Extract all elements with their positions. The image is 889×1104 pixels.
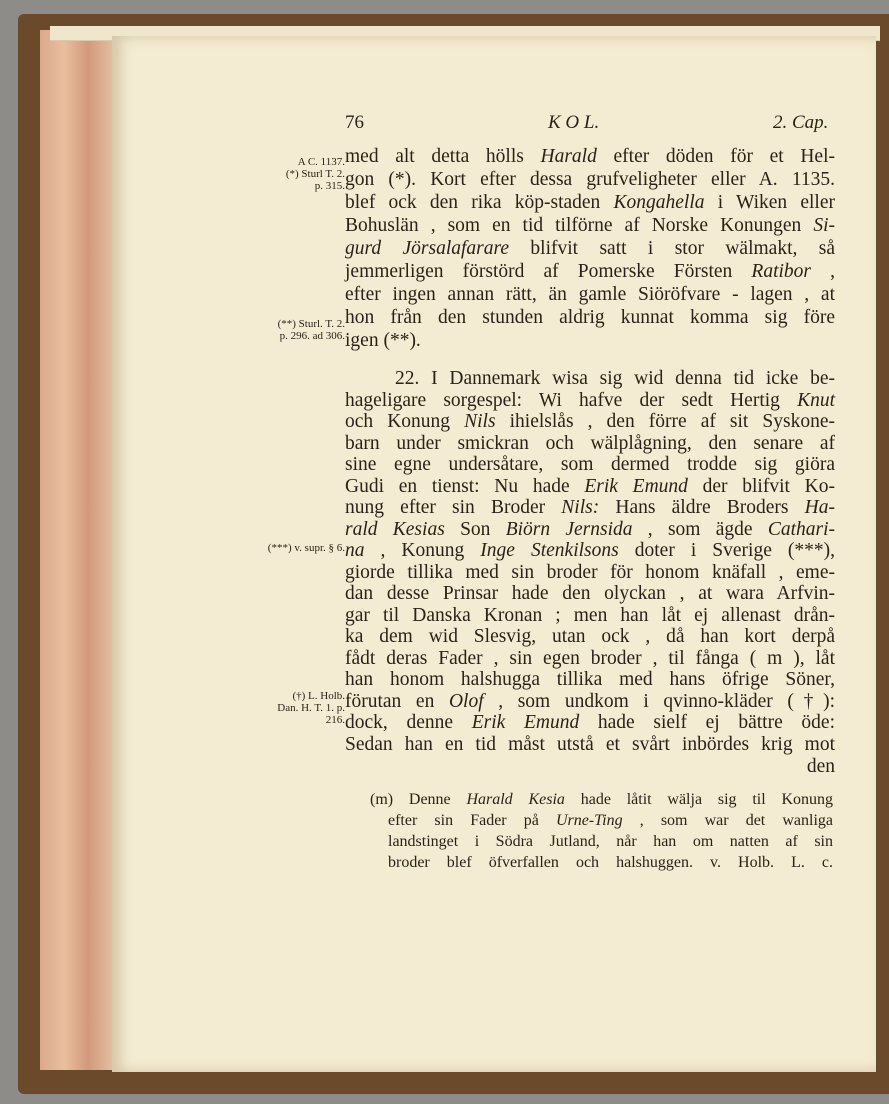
italic-text: Inge Stenkilsons	[480, 540, 619, 561]
text-segment: (m) Denne	[370, 791, 467, 808]
body-line	[345, 368, 835, 390]
italic-text: na	[345, 540, 365, 561]
text-segment: igen (**).	[345, 330, 421, 351]
text-segment: ,	[811, 261, 836, 282]
text-segment: Hans äldre Broders	[599, 497, 805, 518]
italic-text: Erik Emund	[584, 476, 688, 497]
text-segment: giorde tillika med sin broder för honom knäfall , eme-	[345, 562, 835, 583]
margin-note-line: (**) Sturl. T. 2.	[277, 318, 345, 330]
margin-note-line: (***) v. supr. § 6.	[267, 542, 345, 554]
text-segment: broder blef öfverfallen och halshuggen. v. Holb. L. c.	[388, 854, 833, 871]
text-segment: , Konung	[364, 540, 481, 561]
text-segment: ka dem wid Slesvig, utan ock , då han kort derpå	[345, 626, 835, 647]
footnote-line	[388, 832, 833, 852]
footnote-line	[388, 853, 833, 873]
body-line	[345, 540, 835, 562]
body-line	[345, 691, 835, 713]
margin-note-line: A C. 1137.	[297, 156, 345, 168]
text-segment: den	[806, 756, 835, 777]
text-segment: gon (*). Kort efter dessa grufveligheter eller A. 1135.	[345, 169, 835, 190]
body-line	[345, 756, 835, 778]
text-segment: förutan en	[345, 691, 449, 712]
margin-note	[278, 318, 345, 342]
margin-note-line: 216.	[325, 714, 345, 726]
body-line	[345, 497, 835, 519]
text-segment: jemmerligen förstörd af Pomerske Försten	[345, 261, 752, 282]
text-segment: han honom halshugga tillika med hans öfrige Söner,	[345, 669, 835, 690]
text-segment: efter döden för et Hel-	[596, 146, 835, 167]
text-segment: barn under smickran och wälplågning, den senare af	[345, 433, 835, 454]
body-line	[345, 605, 835, 627]
text-segment: hade låtit wälja sig til Konung	[564, 791, 833, 808]
text-segment: med alt detta hölls	[345, 146, 541, 167]
body-line	[345, 238, 835, 260]
text-segment: 22. I Dannemark wisa sig wid denna tid icke be-	[395, 368, 835, 389]
body-line	[345, 390, 835, 412]
margin-note-line: (*) Sturl T. 2.	[285, 168, 345, 180]
body-line	[345, 454, 835, 476]
text-segment: gar til Danska Kronan ; men han låt ej allenast drån-	[345, 605, 835, 626]
footnote-line	[370, 790, 833, 810]
italic-text: gurd Jörsalafarare	[345, 238, 510, 259]
text-segment: hade sielf ej bättre öde:	[579, 712, 835, 733]
body-line	[345, 146, 835, 168]
text-segment: Sedan han en tid måst utstå et svårt inbördes krig mot	[345, 734, 835, 755]
text-segment: hageligare sorgespel: Wi hafve der sedt Hertig	[345, 390, 798, 411]
italic-text: Si-	[813, 215, 835, 236]
text-segment: blifvit satt i stor wälmakt, så	[509, 238, 835, 259]
margin-note-line: (†) L. Holb.	[292, 690, 345, 702]
chapter-label: 2. Cap.	[773, 112, 829, 133]
body-line	[345, 192, 835, 214]
body-line	[345, 330, 835, 352]
italic-text: Biörn Jernsida	[505, 519, 633, 540]
text-segment: , som ägde	[632, 519, 768, 540]
text-segment: i Wiken eller	[704, 192, 835, 213]
italic-text: Nils	[464, 411, 496, 432]
italic-text: Ratibor	[751, 261, 812, 282]
body-line	[345, 562, 835, 584]
italic-text: Erik Emund	[471, 712, 580, 733]
italic-text: Nils:	[561, 497, 600, 518]
italic-text: Olof	[448, 691, 484, 712]
body-line	[345, 669, 835, 691]
body-line	[345, 261, 835, 283]
body-line	[345, 169, 835, 191]
body-line	[345, 215, 835, 237]
body-line	[345, 411, 835, 433]
footnote-line	[388, 811, 833, 831]
italic-text: Urne-Ting	[555, 812, 623, 829]
text-segment: der blifvit Ko-	[687, 476, 835, 497]
text-segment: efter ingen annan rätt, än gamle Siöröfvare - lagen , at	[345, 284, 835, 305]
text-segment: fådt deras Fader , sin egen broder , til fånga ( m ), låt	[345, 648, 835, 669]
body-line	[345, 284, 835, 306]
page-edges	[40, 30, 120, 1070]
body-line	[345, 307, 835, 329]
text-segment: och Konung	[345, 411, 465, 432]
text-segment: efter sin Fader på	[388, 812, 556, 829]
body-line	[345, 734, 835, 756]
body-line	[345, 433, 835, 455]
margin-note-line: p. 296. ad 306.	[279, 330, 345, 342]
text-segment: Son	[444, 519, 506, 540]
page-number: 76	[345, 112, 364, 133]
margin-note-line: p. 315.	[314, 180, 345, 192]
margin-note	[268, 542, 345, 554]
body-line	[345, 583, 835, 605]
body-line	[345, 519, 835, 541]
italic-text: Ha-	[804, 497, 835, 518]
text-segment: blef ock den rika köp-staden	[345, 192, 614, 213]
text-segment: landstinget i Södra Jutland, når han om natten af sin	[388, 833, 833, 850]
body-line	[345, 626, 835, 648]
text-segment: Bohuslän , som en tid tilförne af Norske Konungen	[345, 215, 814, 236]
body-line	[345, 476, 835, 498]
italic-text: Kongahella	[613, 192, 705, 213]
italic-text: Knut	[797, 390, 835, 411]
text-segment: dan desse Prinsar hade den olyckan , at wara Arfvin-	[345, 583, 835, 604]
italic-text: Harald Kesia	[466, 791, 565, 808]
text-segment: Gudi en tienst: Nu hade	[345, 476, 585, 497]
italic-text: rald Kesias	[345, 519, 445, 540]
italic-text: Harald	[540, 146, 597, 167]
body-line	[345, 712, 835, 734]
italic-text: Cathari-	[767, 519, 835, 540]
margin-note-line: Dan. H. T. 1. p.	[277, 702, 345, 714]
text-segment: , som war det wanliga	[622, 812, 833, 829]
body-line	[345, 648, 835, 670]
text-segment: doter i Sverige (***),	[618, 540, 835, 561]
text-segment: ihielslås , den förre af sit Syskone-	[495, 411, 835, 432]
running-title: K O L.	[548, 112, 600, 133]
text-segment: dock, denne	[345, 712, 472, 733]
text-segment: hon från den stunden aldrig kunnat komma sig före	[345, 307, 835, 328]
margin-note	[286, 156, 345, 192]
text-segment: , som undkom i qvinno-kläder (†):	[483, 691, 835, 712]
margin-note	[277, 690, 345, 726]
text-segment: sine egne undersåtare, som dermed trodde sig giöra	[345, 454, 835, 475]
text-segment: nung efter sin Broder	[345, 497, 562, 518]
